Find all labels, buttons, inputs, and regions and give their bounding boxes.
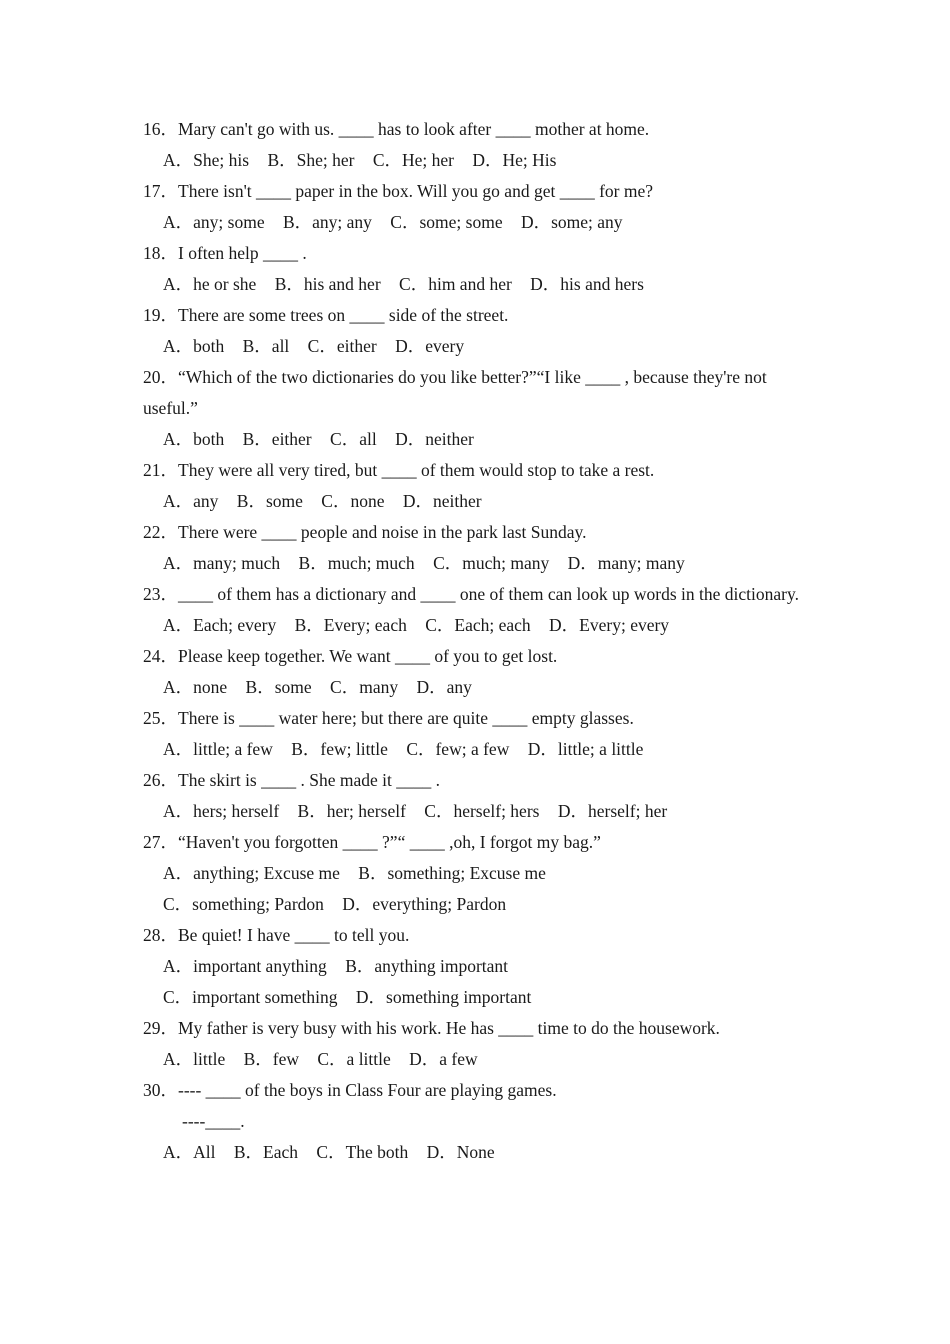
- options-row: [143, 734, 813, 765]
- option-b: B．any; any: [282, 212, 372, 232]
- option-a: A．both: [163, 429, 225, 449]
- option-a: A．none: [163, 677, 228, 697]
- option-c: C．all: [330, 429, 377, 449]
- options-row: [143, 951, 813, 982]
- option-b: B．all: [242, 336, 290, 356]
- option-c: C．many: [330, 677, 399, 697]
- option-d: D．neither: [402, 491, 482, 511]
- question-stem: 16．Mary can't go with us. ____ has to look after ____ mother at home.: [143, 119, 650, 139]
- question-stem: 21．They were all very tired, but ____ of them would stop to take a rest.: [143, 460, 655, 480]
- option-c: C．He; her: [372, 150, 454, 170]
- option-a: A．any; some: [163, 212, 265, 232]
- option-b: B．some: [245, 677, 312, 697]
- option-d: D．He; His: [472, 150, 557, 170]
- question-stem: 29．My father is very busy with his work. He has ____ time to do the housework.: [143, 1018, 720, 1038]
- option-d: D．neither: [395, 429, 474, 449]
- option-d: D．a few: [409, 1049, 478, 1069]
- question-stem: 22．There were ____ people and noise in the park last Sunday.: [143, 522, 587, 542]
- option-b: B．Each: [233, 1142, 299, 1162]
- option-c: C．important something: [163, 987, 338, 1007]
- question-stem: 17．There isn't ____ paper in the box. Will you go and get ____ for me?: [143, 181, 654, 201]
- option-c: C．few; a few: [406, 739, 510, 759]
- option-d: D．everything; Pardon: [342, 894, 507, 914]
- question-stem: 26．The skirt is ____ . She made it ____ .: [143, 770, 440, 790]
- option-d: D．his and hers: [530, 274, 644, 294]
- option-c: C．Each; each: [425, 615, 531, 635]
- option-c: C．something; Pardon: [163, 894, 324, 914]
- question-sub-line: ----____.: [182, 1111, 245, 1131]
- options-row: [143, 486, 813, 517]
- option-c: C．him and her: [399, 274, 512, 294]
- options-row: [143, 1137, 813, 1168]
- option-c: C．a little: [317, 1049, 391, 1069]
- option-c: C．much; many: [433, 553, 550, 573]
- option-a: A．he or she: [163, 274, 257, 294]
- option-a: A．important anything: [163, 956, 327, 976]
- option-b: B．either: [242, 429, 312, 449]
- option-b: B．something; Excuse me: [358, 863, 546, 883]
- option-a: A．She; his: [163, 150, 250, 170]
- options-row: [143, 207, 813, 238]
- option-a: A．All: [163, 1142, 216, 1162]
- option-b: B．some: [236, 491, 303, 511]
- option-b: B．Every; each: [294, 615, 407, 635]
- option-c: C．herself; hers: [424, 801, 540, 821]
- option-a: A．hers; herself: [163, 801, 280, 821]
- option-d: D．Every; every: [549, 615, 670, 635]
- options-row: [143, 424, 813, 455]
- option-a: A．Each; every: [163, 615, 277, 635]
- option-b: B．She; her: [267, 150, 355, 170]
- option-d: D．any: [416, 677, 472, 697]
- options-row: [143, 548, 813, 579]
- option-c: C．none: [321, 491, 385, 511]
- option-b: B．his and her: [274, 274, 381, 294]
- option-d: D．every: [395, 336, 465, 356]
- option-a: A．little; a few: [163, 739, 273, 759]
- options-row: [143, 982, 813, 1013]
- option-a: A．any: [163, 491, 219, 511]
- question-stem: 28．Be quiet! I have ____ to tell you.: [143, 925, 410, 945]
- exercise-page: [143, 114, 813, 1168]
- question-stem: 27．“Haven't you forgotten ____ ?”“ ____ ,oh, I forgot my bag.”: [143, 832, 601, 852]
- options-row: [143, 796, 813, 827]
- option-c: C．The both: [316, 1142, 409, 1162]
- options-row: [143, 672, 813, 703]
- options-row: [143, 889, 813, 920]
- option-d: D．some; any: [520, 212, 623, 232]
- options-row: [143, 331, 813, 362]
- option-a: A．anything; Excuse me: [163, 863, 340, 883]
- option-b: B．anything important: [345, 956, 509, 976]
- option-d: D．little; a little: [527, 739, 644, 759]
- option-c: C．some; some: [390, 212, 503, 232]
- option-b: B．her; herself: [297, 801, 406, 821]
- option-d: D．something important: [355, 987, 532, 1007]
- option-d: D．herself; her: [557, 801, 668, 821]
- option-a: A．both: [163, 336, 225, 356]
- options-row: [143, 610, 813, 641]
- question-stem: 19．There are some trees on ____ side of the street.: [143, 305, 509, 325]
- options-row: [143, 1044, 813, 1075]
- option-b: B．much; much: [298, 553, 415, 573]
- option-d: D．None: [426, 1142, 495, 1162]
- question-stem: 24．Please keep together. We want ____ of you to get lost.: [143, 646, 558, 666]
- options-row: [143, 269, 813, 300]
- option-b: B．few; little: [291, 739, 388, 759]
- question-stem: 30．---- ____ of the boys in Class Four are playing games.: [143, 1080, 557, 1100]
- question-stem: 20．“Which of the two dictionaries do you like better?”“I like ____ , because they're not useful.”: [143, 367, 767, 418]
- option-d: D．many; many: [567, 553, 685, 573]
- option-b: B．few: [243, 1049, 299, 1069]
- option-a: A．many; much: [163, 553, 281, 573]
- option-c: C．either: [307, 336, 377, 356]
- question-stem: 25．There is ____ water here; but there are quite ____ empty glasses.: [143, 708, 634, 728]
- question-stem: 18．I often help ____ .: [143, 243, 307, 263]
- option-a: A．little: [163, 1049, 226, 1069]
- options-row: [143, 858, 813, 889]
- question-stem: 23．____ of them has a dictionary and ____ one of them can look up words in the dictionary.: [143, 584, 799, 604]
- options-row: [143, 145, 813, 176]
